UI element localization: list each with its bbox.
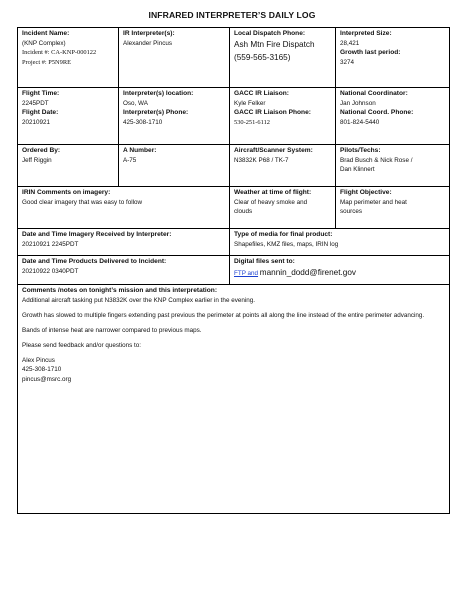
- national-coord-phone-label: National Coord. Phone:: [340, 109, 414, 117]
- aircraft-label: Aircraft/Scanner System:: [234, 147, 313, 154]
- weather-line-2: clouds: [234, 208, 253, 216]
- comment-growth: Growth has slowed to multiple fingers extending past previous the perimeter at points all along the line instead of the entire perimeter advancing.: [22, 311, 425, 319]
- growth-value: 3274: [340, 59, 355, 67]
- flight-time-label: Flight Time:: [22, 90, 60, 97]
- digital-files-cell: [230, 256, 450, 285]
- flight-date-label: Flight Date:: [22, 109, 59, 117]
- interpreter-location-value: Oso, WA: [123, 99, 148, 107]
- ir-interpreters-value: Alexander Pincus: [123, 39, 173, 47]
- ir-interpreters-label: IR Interpreter(s):: [123, 30, 175, 37]
- contact-email: pincus@msrc.org: [22, 375, 72, 383]
- a-number-label: A Number:: [123, 147, 157, 154]
- ordered-by-label: Ordered By:: [22, 147, 61, 154]
- comment-feedback-request: Please send feedback and/or questions to:: [22, 341, 142, 349]
- interpreter-location-label: Interpreter(s) location:: [123, 90, 194, 97]
- flight-time-cell: [18, 88, 119, 145]
- ordered-by-value: Jeff Riggin: [22, 156, 52, 164]
- products-delivered-label: Date and Time Products Delivered to Incident:: [22, 258, 167, 265]
- flight-objective-line-2: sources: [340, 208, 363, 216]
- gacc-liaison-value: Kyle Felker: [234, 99, 266, 107]
- pilots-line-1: Brad Busch & Nick Rose /: [340, 156, 413, 164]
- irin-comments-value: Good clear imagery that was easy to follow: [22, 198, 143, 206]
- interpreted-size-cell: [336, 28, 450, 88]
- dispatch-phone-number: (559-565-3165): [234, 52, 291, 62]
- contact-phone: 425-308-1710: [22, 366, 62, 374]
- national-coord-phone-value: 801-824-5440: [340, 119, 380, 127]
- national-coordinator-cell: [336, 88, 450, 145]
- project-number: Project #: P5N9RE: [22, 58, 71, 66]
- ordered-by-cell: [18, 145, 119, 187]
- aircraft-value: N3832K P68 / TK-7: [234, 156, 289, 164]
- comment-aircraft-tasking: Additional aircraft tasking put N3832K over the KNP Complex earlier in the evening.: [22, 296, 255, 304]
- products-delivered-value: 20210922 0340PDT: [22, 267, 79, 275]
- daily-log-table: [17, 27, 450, 514]
- dispatch-name: Ash Mtn Fire Dispatch: [234, 39, 315, 49]
- media-type-value: Shapefiles, KMZ files, maps, IRIN log: [234, 240, 339, 248]
- delivery-email: mannin_dodd@firenet.gov: [259, 267, 356, 277]
- flight-date-value: 20210921: [22, 119, 51, 127]
- pilots-line-2: Dan Klinnert: [340, 166, 375, 174]
- interpreter-phone-label: Interpreter(s) Phone:: [123, 109, 189, 117]
- weather-line-1: Clear of heavy smoke and: [234, 198, 308, 206]
- flight-objective-cell: [336, 187, 450, 229]
- flight-time-value: 2245PDT: [22, 99, 49, 107]
- gacc-phone-value: 530-251-6112: [234, 119, 270, 127]
- interpreted-size-value: 28,421: [340, 39, 360, 47]
- a-number-value: A-75: [123, 156, 137, 164]
- imagery-received-value: 20210921 2245PDT: [22, 240, 79, 248]
- gacc-liaison-label: GACC IR Liaison:: [234, 90, 289, 97]
- a-number-cell: [119, 145, 230, 187]
- interpreter-location-cell: [119, 88, 230, 145]
- interpreted-size-label: Interpreted Size:: [340, 30, 392, 37]
- national-coordinator-label: National Coordinator:: [340, 90, 408, 97]
- page-title: INFRARED INTERPRETER’S DAILY LOG: [148, 10, 316, 20]
- ftp-link[interactable]: FTP and: [234, 269, 259, 277]
- comments-label: Comments /notes on tonight’s mission and this interpretation:: [22, 287, 218, 294]
- weather-label: Weather at time of flight:: [234, 189, 312, 196]
- imagery-received-cell: [18, 229, 230, 256]
- media-type-label: Type of media for final product:: [234, 231, 333, 238]
- digital-files-label: Digital files sent to:: [234, 258, 295, 265]
- weather-cell: [230, 187, 336, 229]
- comments-cell: [18, 285, 450, 514]
- incident-number: Incident #: CA-KNP-000122: [22, 49, 97, 57]
- comment-heat-bands: Bands of intense heat are narrower compared to previous maps.: [22, 326, 202, 334]
- media-type-cell: [230, 229, 450, 256]
- products-delivered-cell: [18, 256, 230, 285]
- contact-name: Alex Pincus: [22, 356, 55, 364]
- national-coordinator-value: Jan Johnson: [340, 99, 376, 107]
- flight-objective-label: Flight Objective:: [340, 189, 392, 196]
- incident-name-value: (KNP Complex): [22, 39, 66, 47]
- ir-interpreters-cell: [119, 28, 230, 88]
- pilots-cell: [336, 145, 450, 187]
- irin-comments-cell: [18, 187, 230, 229]
- aircraft-cell: [230, 145, 336, 187]
- imagery-received-label: Date and Time Imagery Received by Interpreter:: [22, 231, 172, 238]
- flight-objective-line-1: Map perimeter and heat: [340, 198, 407, 206]
- dispatch-phone-label: Local Dispatch Phone:: [234, 30, 306, 37]
- gacc-liaison-cell: [230, 88, 336, 145]
- gacc-phone-label: GACC IR Liaison Phone:: [234, 109, 311, 117]
- growth-label: Growth last period:: [340, 49, 401, 57]
- incident-name-label: Incident Name:: [22, 30, 70, 37]
- irin-comments-label: IRIN Comments on imagery:: [22, 189, 111, 196]
- incident-cell: [18, 28, 119, 88]
- dispatch-phone-cell: [230, 28, 336, 88]
- pilots-label: Pilots/Techs:: [340, 147, 381, 154]
- interpreter-phone-value: 425-308-1710: [123, 119, 163, 127]
